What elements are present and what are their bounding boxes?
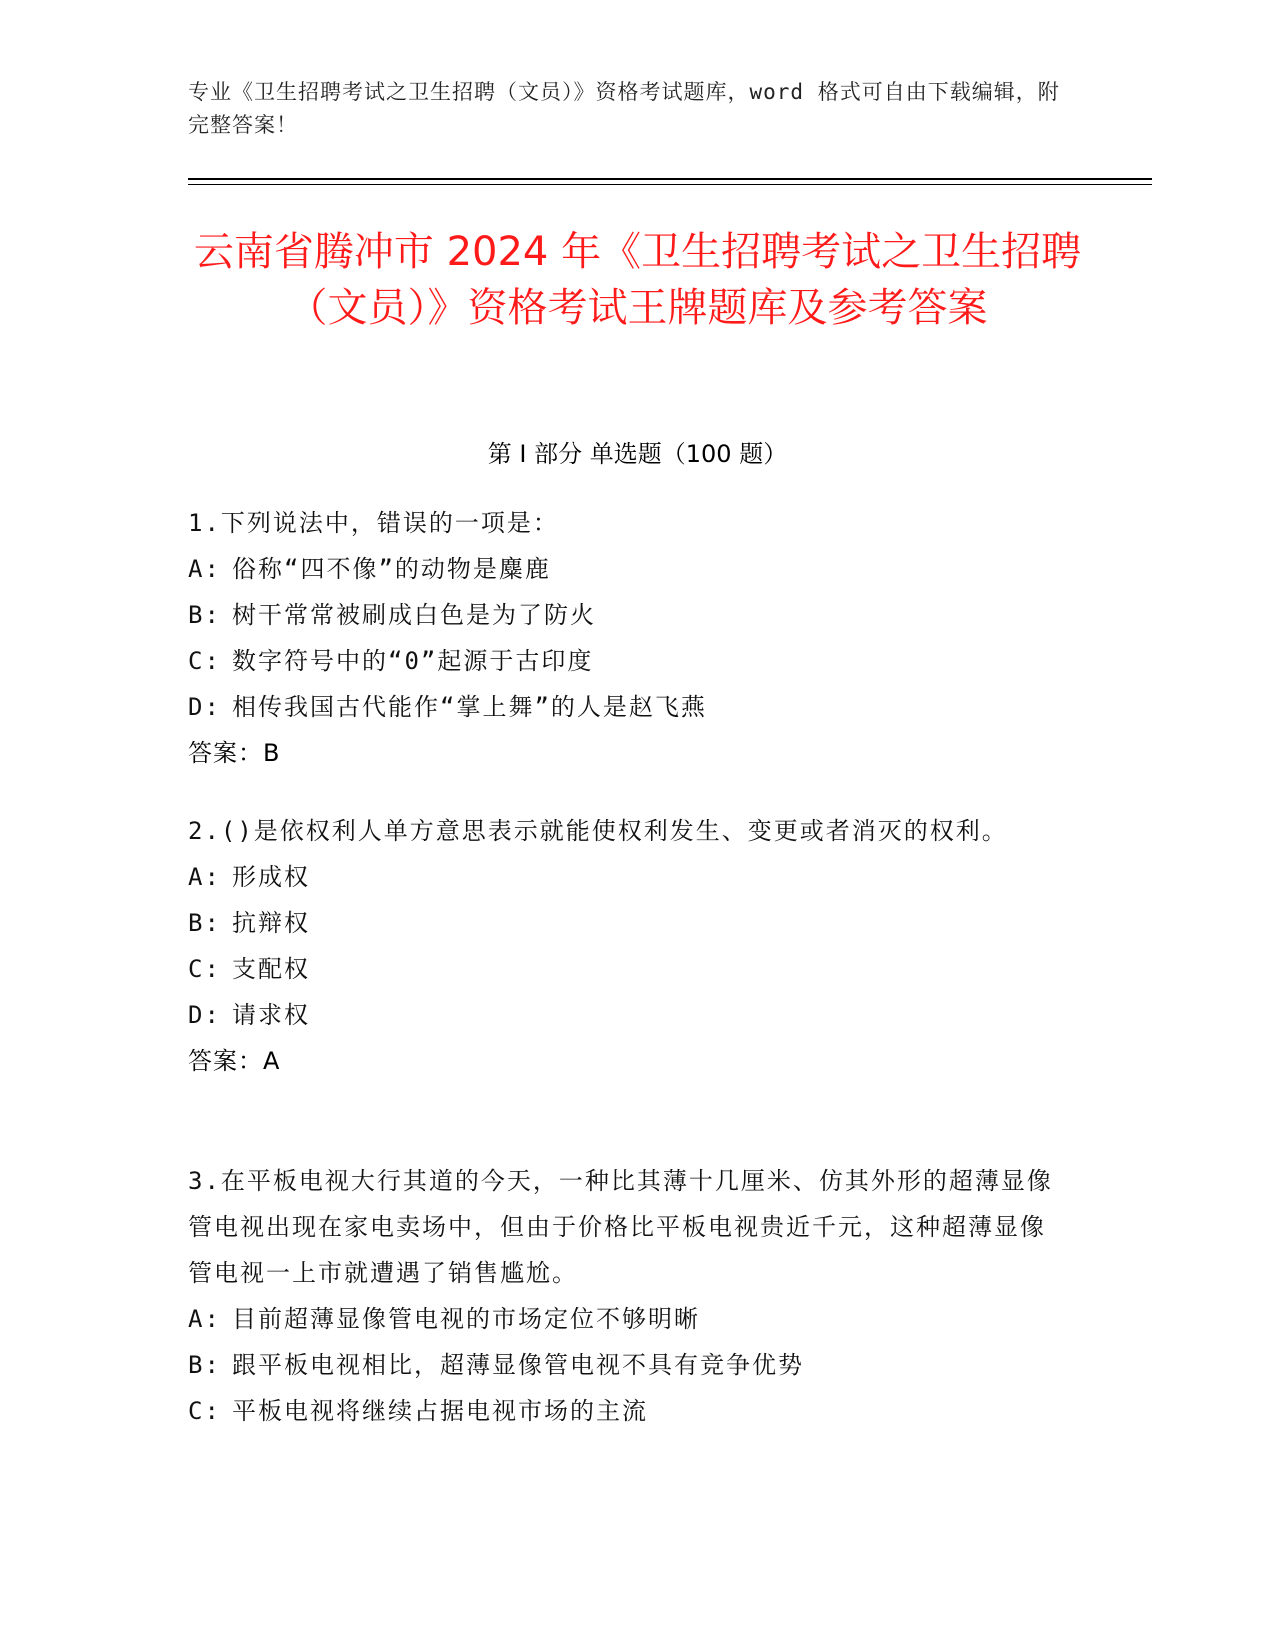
- section-title: 第 I 部分 单选题（100 题）: [487, 440, 788, 468]
- option-a: [188, 1296, 1068, 1342]
- option-letter: A:: [188, 555, 221, 583]
- option-letter: B:: [188, 909, 221, 937]
- option-text: 俗称“四不像”的动物是麋鹿: [232, 555, 551, 583]
- option-letter: D:: [188, 693, 221, 721]
- option-c: [188, 1388, 1068, 1434]
- option-b: [188, 900, 1068, 946]
- header-rule-thin: [188, 184, 1152, 185]
- option-b: [188, 1342, 1068, 1388]
- option-text: 跟平板电视相比，超薄显像管电视不具有竞争优势: [232, 1351, 804, 1379]
- option-text: 平板电视将继续占据电视市场的主流: [232, 1397, 648, 1425]
- option-text: 支配权: [232, 955, 310, 983]
- option-text: 数字符号中的“0”起源于古印度: [232, 647, 594, 675]
- option-text: 树干常常被刷成白色是为了防火: [232, 601, 596, 629]
- option-text: 请求权: [232, 1001, 310, 1029]
- option-text: 目前超薄显像管电视的市场定位不够明晰: [232, 1305, 700, 1333]
- option-letter: D:: [188, 1001, 221, 1029]
- option-a: [188, 854, 1068, 900]
- option-a: [188, 546, 1068, 592]
- question-stem: 1.下列说法中，错误的一项是：: [188, 509, 559, 537]
- option-letter: B:: [188, 1351, 221, 1379]
- option-letter: A:: [188, 1305, 221, 1333]
- document-title: 云南省腾冲市 2024 年《卫生招聘考试之卫生招聘（文员）》资格考试王牌题库及参考答案: [193, 229, 1082, 331]
- option-letter: B:: [188, 601, 221, 629]
- question-stem: 3.在平板电视大行其道的今天，一种比其薄十几厘米、仿其外形的超薄显像管电视出现在家电卖场中，但由于价格比平板电视贵近千元，这种超薄显像管电视一上市就遭遇了销售尴尬。: [188, 1167, 1053, 1287]
- option-c: [188, 638, 1068, 684]
- question-stem: 2.()是依权利人单方意思表示就能使权利发生、变更或者消灭的权利。: [188, 817, 1008, 845]
- option-d: [188, 992, 1068, 1038]
- option-letter: A:: [188, 863, 221, 891]
- option-letter: C:: [188, 955, 221, 983]
- option-b: [188, 592, 1068, 638]
- option-letter: C:: [188, 1397, 221, 1425]
- answer-line: 答案：B: [188, 739, 281, 767]
- option-text: 形成权: [232, 863, 310, 891]
- header-rule-thick: [188, 178, 1152, 180]
- question-3: [188, 1158, 1068, 1434]
- option-d: [188, 684, 1068, 730]
- question-1: [188, 500, 1068, 776]
- option-text: 相传我国古代能作“掌上舞”的人是赵飞燕: [232, 693, 707, 721]
- question-2: [188, 808, 1068, 1084]
- option-c: [188, 946, 1068, 992]
- option-letter: C:: [188, 647, 221, 675]
- option-text: 抗辩权: [232, 909, 310, 937]
- header-note: 专业《卫生招聘考试之卫生招聘（文员）》资格考试题库，word 格式可自由下载编辑，附完整答案！: [188, 80, 1060, 137]
- answer-line: 答案：A: [188, 1047, 281, 1075]
